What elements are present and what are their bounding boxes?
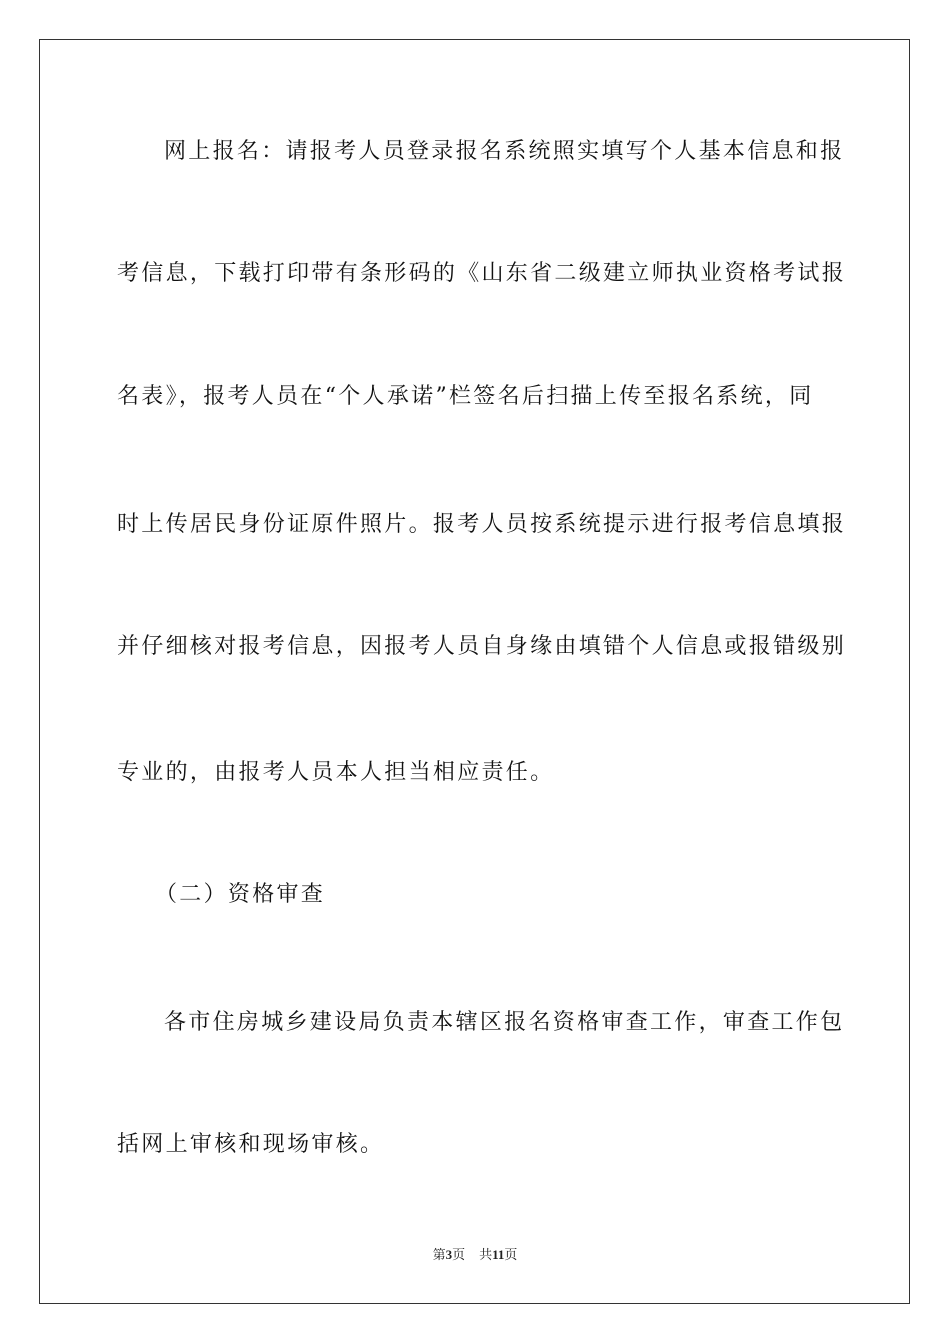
paragraph-1-line-3: 名表》，报考人员在“个人承诺”栏签名后扫描上传至报名系统，同 — [117, 384, 814, 409]
paragraph-1-line-6: 专业的，由报考人员本人担当相应责任。 — [117, 760, 555, 785]
footer-total-suffix: 页 — [504, 1247, 518, 1262]
footer-page-suffix: 页 — [452, 1247, 466, 1262]
section-heading: （二）资格审查 — [155, 882, 326, 907]
paragraph-2-line-1: 各市住房城乡建设局负责本辖区报名资格审查工作，审查工作包 — [164, 1010, 845, 1035]
footer-total-prefix: 共 — [479, 1247, 493, 1262]
paragraph-1-line-5: 并仔细核对报考信息，因报考人员自身缘由填错个人信息或报错级别 — [117, 634, 847, 659]
page-footer — [0, 1244, 950, 1263]
paragraph-1-line-1: 网上报名：请报考人员登录报名系统照实填写个人基本信息和报 — [164, 139, 845, 164]
paragraph-1-line-2: 考信息，下载打印带有条形码的《山东省二级建立师执业资格考试报 — [117, 261, 847, 286]
page-border — [39, 39, 910, 1304]
footer-page-prefix: 第 — [432, 1247, 446, 1262]
paragraph-1-line-4: 时上传居民身份证原件照片。报考人员按系统提示进行报考信息填报 — [117, 512, 847, 537]
paragraph-2-line-2: 括网上审核和现场审核。 — [117, 1132, 385, 1157]
footer-page-number: 3 — [445, 1247, 453, 1262]
footer-total-pages: 11 — [492, 1247, 505, 1262]
